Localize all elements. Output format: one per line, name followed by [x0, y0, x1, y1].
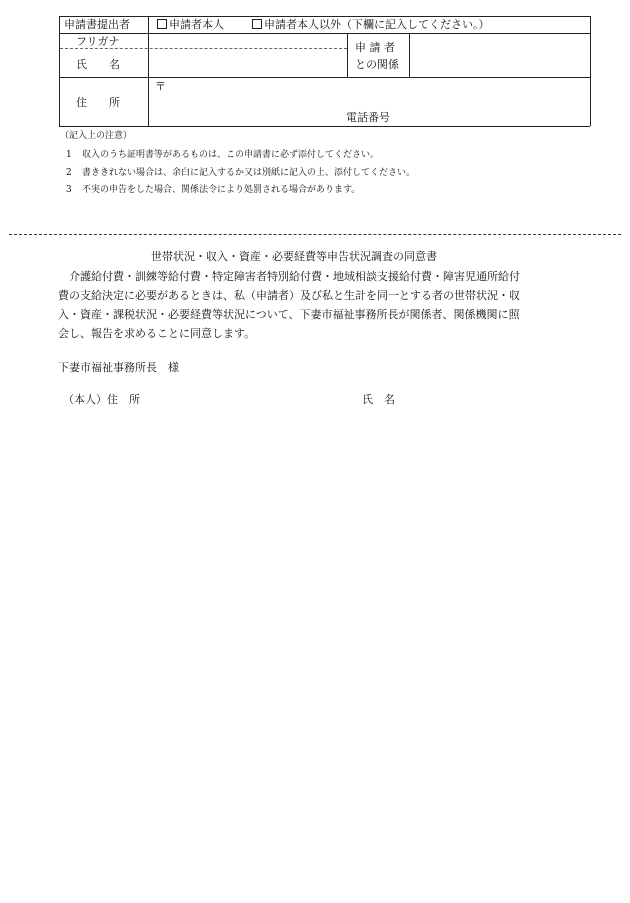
checkbox-other[interactable] — [252, 19, 262, 29]
consent-title: 世帯状況・収入・資産・必要経費等申告状況調査の同意書 — [151, 250, 437, 263]
option-self-label: 申請者本人 — [169, 18, 224, 31]
option-other[interactable] — [252, 18, 490, 31]
phone-field[interactable] — [400, 109, 589, 125]
relation-label-line2: との関係 — [355, 58, 399, 71]
address-label: 住 所 — [76, 96, 120, 109]
relation-label-line1: 申 請 者 — [355, 41, 395, 54]
consent-body — [58, 267, 550, 343]
address-field[interactable] — [149, 78, 589, 108]
furigana-field[interactable] — [149, 34, 346, 48]
consent-body-line: 介護給付費・訓練等給付費・特定障害者特別給付費・地域相談支援給付費・障害児通所給付 — [58, 270, 520, 283]
checkbox-self[interactable] — [157, 19, 167, 29]
note-number: 1 — [66, 150, 72, 160]
addressee: 下妻市福祉事務所長 様 — [58, 361, 179, 374]
consent-name-field[interactable] — [405, 390, 585, 408]
name-field[interactable] — [149, 49, 346, 76]
relation-field[interactable] — [410, 34, 589, 76]
submitter-label: 申請書提出者 — [64, 18, 130, 31]
consent-body-line: 入・資産・課税状況・必要経費等状況について、下妻市福祉事務所長が関係者、関係機関に照 — [58, 308, 520, 321]
postal-mark: 〒 — [155, 80, 166, 93]
note-text: 収入のうち証明書等があるものは、この申請書に必ず添付してください。 — [82, 150, 380, 160]
notes-heading: （記入上の注意） — [60, 131, 133, 141]
note-text: 書ききれない場合は、余白に記入するか又は別紙に記入の上、添付してください。 — [82, 168, 416, 178]
consent-body-line: 費の支給決定に必要があるときは、私（申請者）及び私と生計を同一とする者の世帯状況・収 — [58, 289, 520, 302]
phone-label: 電話番号 — [346, 111, 390, 124]
note-number: 3 — [66, 185, 72, 195]
consent-address-field[interactable] — [160, 390, 350, 408]
cut-line-divider — [9, 234, 621, 235]
consent-body-line: 会し、報告を求めることに同意します。 — [58, 327, 256, 340]
consent-name-label: 氏 名 — [362, 393, 395, 406]
name-label: 氏 名 — [76, 58, 120, 71]
option-other-label: 申請者本人以外（下欄に記入してください。） — [264, 18, 490, 31]
note-text: 不実の申告をした場合、関係法令により処罰される場合があります。 — [82, 185, 361, 195]
option-self[interactable] — [157, 18, 224, 31]
consent-address-label: （本人）住 所 — [63, 393, 140, 406]
note-number: 2 — [66, 168, 72, 178]
furigana-label: フリガナ — [76, 35, 120, 48]
